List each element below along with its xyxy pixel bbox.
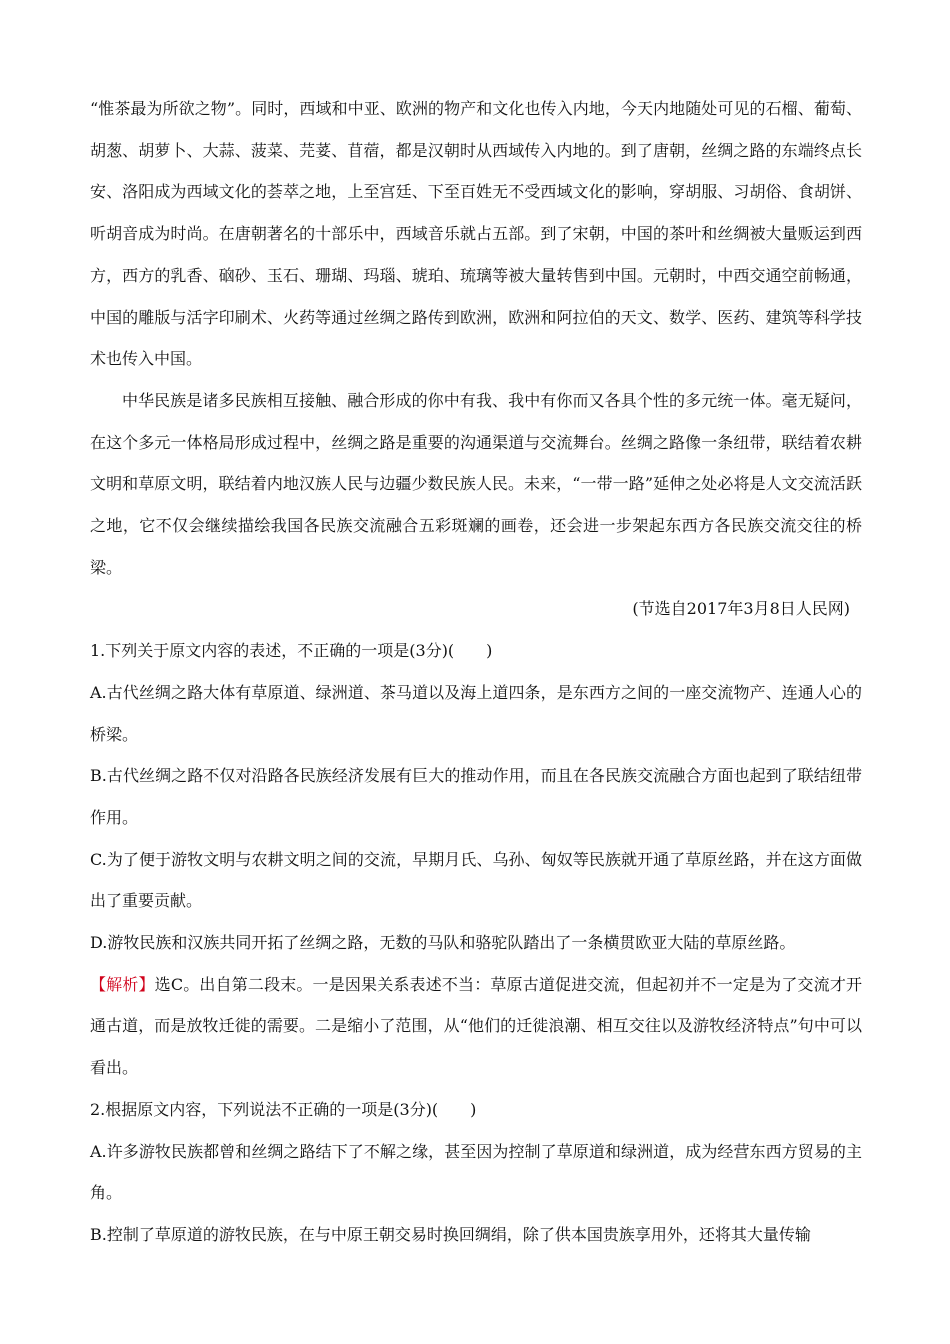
question-1-option-b: B.古代丝绸之路不仅对沿路各民族经济发展有巨大的推动作用，而且在各民族交流融合方面也起到了联结纽带作用。 <box>90 766 862 827</box>
question-2-option-b: B.控制了草原道的游牧民族，在与中原王朝交易时换回绸绢，除了供本国贵族享用外，还将其大量传输 <box>90 1224 811 1244</box>
analysis-text: 选C。出自第二段末。一是因果关系表述不当：草原古道促进交流，但起初并不一定是为了交流才开通古道，而是放牧迁徙的需要。二是缩小了范围，从“他们的迁徙浪潮、相互交往以及游牧经济特点”句中可以看出。 <box>90 974 862 1078</box>
analysis-tag: 【解析】 <box>90 974 155 994</box>
passage-paragraph-2: 中华民族是诸多民族相互接触、融合形成的你中有我、我中有你而又各具个性的多元统一体。毫无疑问，在这个多元一体格局形成过程中，丝绸之路是重要的沟通渠道与交流舞台。丝绸之路像一条纽带，联结着农耕文明和草原文明，联结着内地汉族人民与边疆少数民族人民。未来，“一带一路”延伸之处必将是人文交流活跃之地，它不仅会继续描绘我国各民族交流融合五彩斑斓的画卷，还会进一步架起东西方各民族交流交往的桥梁。 <box>90 390 862 577</box>
question-1-option-c: C.为了便于游牧文明与农耕文明之间的交流，早期月氏、乌孙、匈奴等民族就开通了草原丝路，并在这方面做出了重要贡献。 <box>90 849 862 911</box>
question-2-stem: 2.根据原文内容，下列说法不正确的一项是(3分)( ) <box>90 1099 477 1119</box>
question-2-option-a: A.许多游牧民族都曾和丝绸之路结下了不解之缘，甚至因为控制了草原道和绿洲道，成为经营东西方贸易的主角。 <box>90 1141 862 1203</box>
passage-paragraph-1: “惟茶最为所欲之物”。同时，西域和中亚、欧洲的物产和文化也传入内地，今天内地随处可见的石榴、葡萄、胡葱、胡萝卜、大蒜、菠菜、芫荽、苜蓿，都是汉朝时从西域传入内地的。到了唐朝，丝绸之路的东端终点长安、洛阳成为西域文化的荟萃之地，上至宫廷、下至百姓无不受西域文化的影响，穿胡服、习胡俗、食胡饼、听胡音成为时尚。在唐朝著名的十部乐中，西域音乐就占五部。到了宋朝，中国的茶叶和丝绸被大量贩运到西方，西方的乳香、硇砂、玉石、珊瑚、玛瑙、琥珀、琉璃等被大量转售到中国。元朝时，中西交通空前畅通，中国的雕版与活字印刷术、火药等通过丝绸之路传到欧洲，欧洲和阿拉伯的天文、数学、医药、建筑等科学技术也传入中国。 <box>90 99 862 369</box>
passage-source: (节选自2017年3月8日人民网) <box>632 599 850 619</box>
question-1-stem: 1.下列关于原文内容的表述，不正确的一项是(3分)( ) <box>90 641 493 661</box>
question-1-analysis <box>90 964 862 1089</box>
document-body <box>90 88 862 1256</box>
question-1-option-d: D.游牧民族和汉族共同开拓了丝绸之路，无数的马队和骆驼队踏出了一条横贯欧亚大陆的草原丝路。 <box>90 933 796 953</box>
question-1-option-a: A.古代丝绸之路大体有草原道、绿洲道、茶马道以及海上道四条，是东西方之间的一座交流物产、连通人心的桥梁。 <box>90 682 862 744</box>
